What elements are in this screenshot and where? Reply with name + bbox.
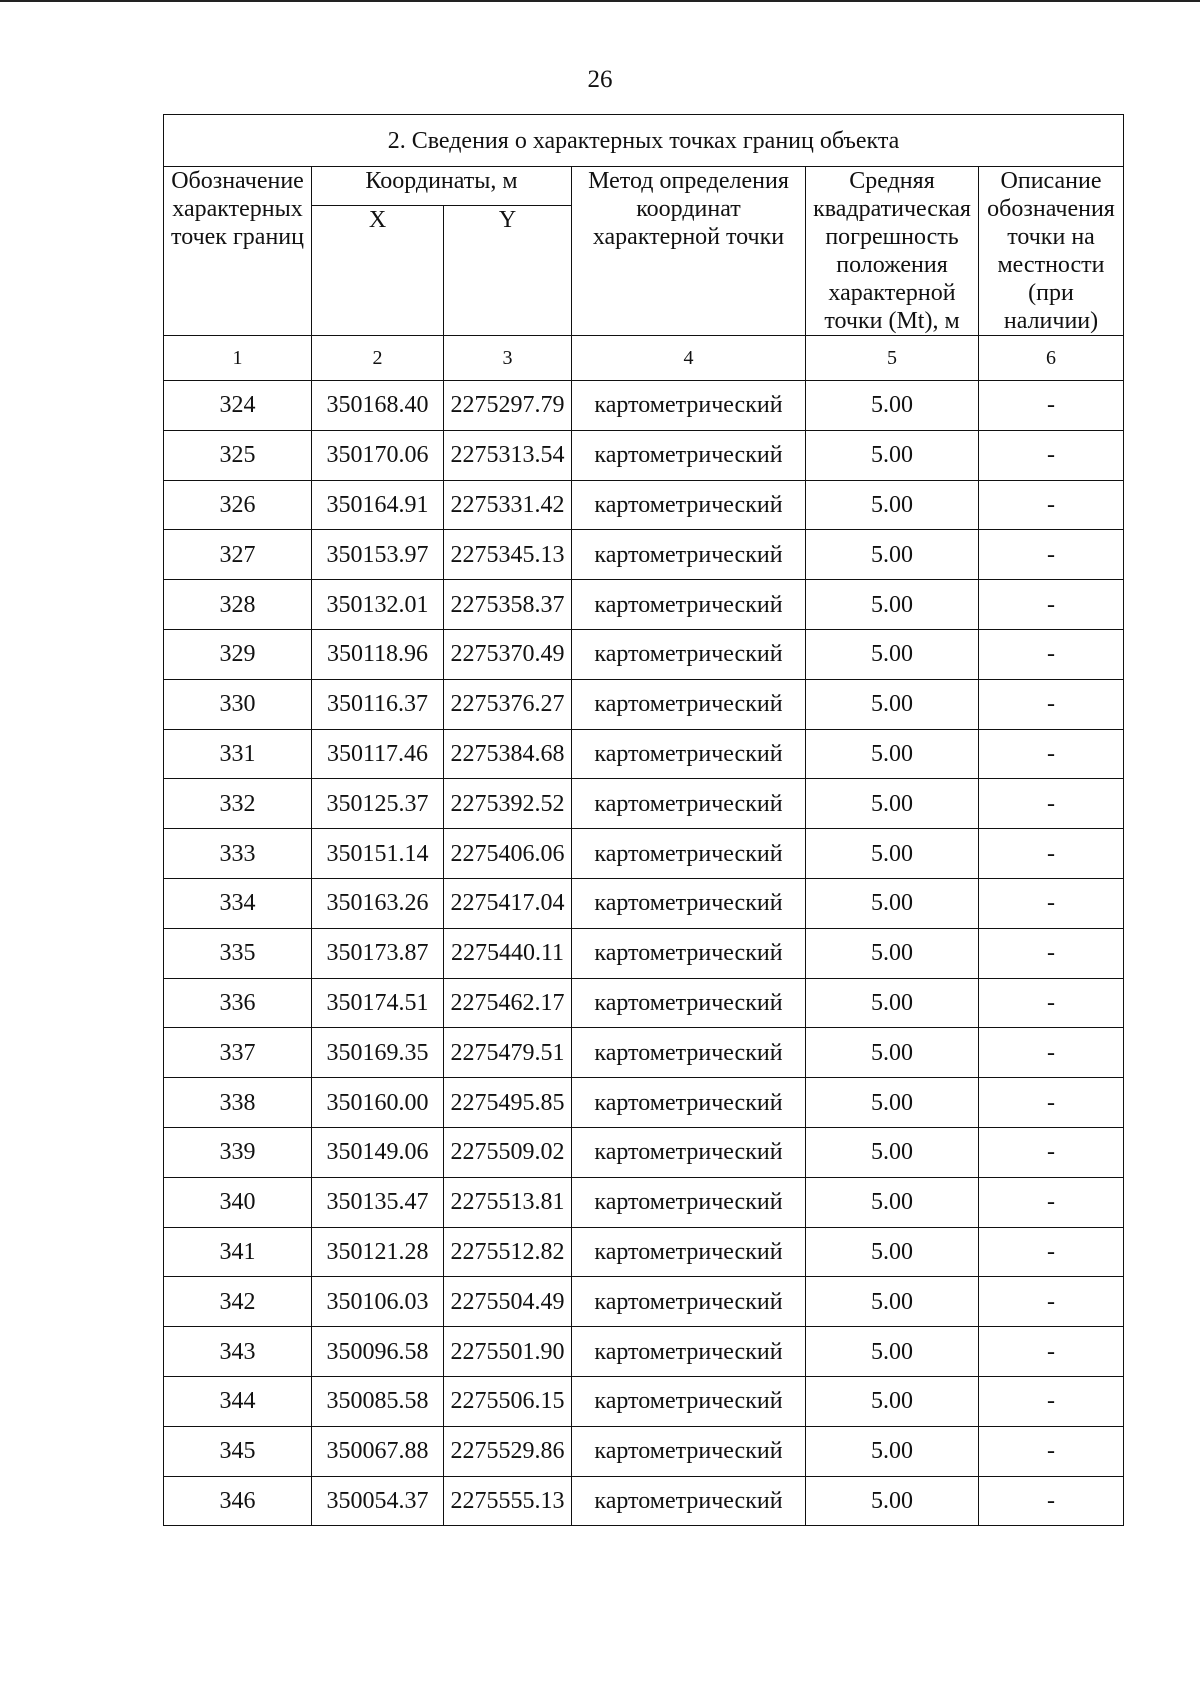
cell-x: 350096.58	[312, 1327, 444, 1377]
cell-error: 5.00	[806, 580, 979, 630]
page-number: 26	[587, 66, 613, 93]
table-row	[164, 679, 1124, 729]
cell-x: 350153.97	[312, 530, 444, 580]
cell-error: 5.00	[806, 978, 979, 1028]
cell-method: картометрический	[572, 1227, 806, 1277]
cell-description: -	[979, 1277, 1124, 1327]
cell-x: 350173.87	[312, 928, 444, 978]
cell-point: 340	[164, 1177, 312, 1227]
cell-description: -	[979, 1327, 1124, 1377]
cell-description: -	[979, 430, 1124, 480]
cell-x: 350125.37	[312, 779, 444, 829]
cell-y: 2275506.15	[444, 1376, 572, 1426]
cell-method: картометрический	[572, 381, 806, 431]
cell-x: 350169.35	[312, 1028, 444, 1078]
cell-method: картометрический	[572, 1277, 806, 1327]
column-numbers-row	[164, 336, 1124, 381]
cell-error: 5.00	[806, 1127, 979, 1177]
cell-y: 2275313.54	[444, 430, 572, 480]
table-row	[164, 1078, 1124, 1128]
cell-error: 5.00	[806, 1277, 979, 1327]
cell-method: картометрический	[572, 829, 806, 879]
cell-x: 350168.40	[312, 381, 444, 431]
cell-description: -	[979, 1177, 1124, 1227]
cell-method: картометрический	[572, 1028, 806, 1078]
cell-y: 2275392.52	[444, 779, 572, 829]
table-row	[164, 1327, 1124, 1377]
cell-x: 350160.00	[312, 1078, 444, 1128]
table-row	[164, 580, 1124, 630]
cell-error: 5.00	[806, 430, 979, 480]
cell-point: 337	[164, 1028, 312, 1078]
section-title: 2. Сведения о характерных точках границ объекта	[164, 115, 1124, 167]
cell-description: -	[979, 1028, 1124, 1078]
cell-y: 2275376.27	[444, 679, 572, 729]
header-x: X	[312, 206, 444, 336]
cell-y: 2275509.02	[444, 1127, 572, 1177]
cell-x: 350132.01	[312, 580, 444, 630]
cell-error: 5.00	[806, 480, 979, 530]
cell-error: 5.00	[806, 729, 979, 779]
cell-description: -	[979, 1426, 1124, 1476]
cell-error: 5.00	[806, 1028, 979, 1078]
cell-error: 5.00	[806, 381, 979, 431]
cell-x: 350118.96	[312, 629, 444, 679]
cell-method: картометрический	[572, 530, 806, 580]
header-description: Описание обозначения точки на местности (при наличии)	[979, 167, 1124, 336]
cell-method: картометрический	[572, 1327, 806, 1377]
cell-x: 350121.28	[312, 1227, 444, 1277]
cell-y: 2275297.79	[444, 381, 572, 431]
cell-error: 5.00	[806, 829, 979, 879]
cell-description: -	[979, 1227, 1124, 1277]
cell-point: 327	[164, 530, 312, 580]
table-row	[164, 928, 1124, 978]
cell-y: 2275501.90	[444, 1327, 572, 1377]
column-number: 3	[444, 336, 572, 381]
cell-method: картометрический	[572, 1078, 806, 1128]
table-row	[164, 978, 1124, 1028]
header-coordinates: Координаты, м	[312, 167, 572, 206]
cell-error: 5.00	[806, 1376, 979, 1426]
cell-point: 333	[164, 829, 312, 879]
cell-y: 2275331.42	[444, 480, 572, 530]
cell-method: картометрический	[572, 629, 806, 679]
cell-point: 345	[164, 1426, 312, 1476]
cell-x: 350174.51	[312, 978, 444, 1028]
cell-description: -	[979, 381, 1124, 431]
cell-y: 2275406.06	[444, 829, 572, 879]
points-table-body	[164, 381, 1124, 1526]
cell-description: -	[979, 829, 1124, 879]
cell-point: 346	[164, 1476, 312, 1526]
table-row	[164, 829, 1124, 879]
cell-point: 324	[164, 381, 312, 431]
cell-y: 2275479.51	[444, 1028, 572, 1078]
cell-method: картометрический	[572, 1426, 806, 1476]
cell-error: 5.00	[806, 629, 979, 679]
cell-point: 338	[164, 1078, 312, 1128]
cell-error: 5.00	[806, 530, 979, 580]
cell-x: 350054.37	[312, 1476, 444, 1526]
cell-description: -	[979, 878, 1124, 928]
cell-description: -	[979, 1127, 1124, 1177]
column-number: 6	[979, 336, 1124, 381]
cell-method: картометрический	[572, 1376, 806, 1426]
cell-error: 5.00	[806, 1426, 979, 1476]
column-number: 5	[806, 336, 979, 381]
cell-x: 350085.58	[312, 1376, 444, 1426]
cell-x: 350151.14	[312, 829, 444, 879]
cell-error: 5.00	[806, 1177, 979, 1227]
top-border-line	[0, 0, 1200, 2]
cell-point: 326	[164, 480, 312, 530]
cell-method: картометрический	[572, 679, 806, 729]
cell-point: 330	[164, 679, 312, 729]
cell-error: 5.00	[806, 679, 979, 729]
cell-point: 341	[164, 1227, 312, 1277]
cell-description: -	[979, 978, 1124, 1028]
cell-x: 350163.26	[312, 878, 444, 928]
column-number: 1	[164, 336, 312, 381]
cell-x: 350164.91	[312, 480, 444, 530]
cell-error: 5.00	[806, 1476, 979, 1526]
table-row	[164, 1127, 1124, 1177]
cell-error: 5.00	[806, 779, 979, 829]
table-row	[164, 381, 1124, 431]
cell-point: 344	[164, 1376, 312, 1426]
table-row	[164, 1177, 1124, 1227]
cell-error: 5.00	[806, 928, 979, 978]
cell-description: -	[979, 679, 1124, 729]
cell-y: 2275504.49	[444, 1277, 572, 1327]
cell-method: картометрический	[572, 729, 806, 779]
cell-method: картометрический	[572, 1476, 806, 1526]
table-row	[164, 629, 1124, 679]
table-row	[164, 729, 1124, 779]
cell-description: -	[979, 729, 1124, 779]
cell-description: -	[979, 580, 1124, 630]
table-row	[164, 1028, 1124, 1078]
cell-point: 325	[164, 430, 312, 480]
table-row	[164, 779, 1124, 829]
cell-y: 2275529.86	[444, 1426, 572, 1476]
cell-y: 2275440.11	[444, 928, 572, 978]
cell-x: 350170.06	[312, 430, 444, 480]
cell-method: картометрический	[572, 480, 806, 530]
cell-description: -	[979, 530, 1124, 580]
table-row	[164, 480, 1124, 530]
cell-x: 350106.03	[312, 1277, 444, 1327]
table-row	[164, 430, 1124, 480]
cell-y: 2275462.17	[444, 978, 572, 1028]
cell-y: 2275555.13	[444, 1476, 572, 1526]
cell-method: картометрический	[572, 430, 806, 480]
cell-error: 5.00	[806, 878, 979, 928]
cell-description: -	[979, 1078, 1124, 1128]
cell-method: картометрический	[572, 878, 806, 928]
table-row	[164, 1426, 1124, 1476]
table-row	[164, 1376, 1124, 1426]
cell-description: -	[979, 480, 1124, 530]
table-row	[164, 1227, 1124, 1277]
cell-method: картометрический	[572, 978, 806, 1028]
header-method: Метод определения координат характерной точки	[572, 167, 806, 336]
cell-point: 336	[164, 978, 312, 1028]
cell-error: 5.00	[806, 1227, 979, 1277]
cell-x: 350067.88	[312, 1426, 444, 1476]
table-row	[164, 530, 1124, 580]
cell-method: картометрический	[572, 1127, 806, 1177]
cell-point: 329	[164, 629, 312, 679]
cell-point: 343	[164, 1327, 312, 1377]
cell-y: 2275512.82	[444, 1227, 572, 1277]
cell-point: 331	[164, 729, 312, 779]
points-table-frame	[163, 114, 1123, 1526]
cell-method: картометрический	[572, 1177, 806, 1227]
table-row	[164, 1277, 1124, 1327]
header-error: Средняя квадратическая погрешность положения характерной точки (Mt), м	[806, 167, 979, 336]
cell-y: 2275384.68	[444, 729, 572, 779]
cell-point: 339	[164, 1127, 312, 1177]
column-number: 4	[572, 336, 806, 381]
cell-method: картометрический	[572, 779, 806, 829]
cell-y: 2275370.49	[444, 629, 572, 679]
cell-method: картометрический	[572, 580, 806, 630]
cell-description: -	[979, 928, 1124, 978]
cell-x: 350149.06	[312, 1127, 444, 1177]
cell-description: -	[979, 629, 1124, 679]
cell-point: 335	[164, 928, 312, 978]
cell-description: -	[979, 1476, 1124, 1526]
table-row	[164, 878, 1124, 928]
cell-description: -	[979, 779, 1124, 829]
cell-y: 2275513.81	[444, 1177, 572, 1227]
cell-x: 350116.37	[312, 679, 444, 729]
cell-y: 2275358.37	[444, 580, 572, 630]
column-number: 2	[312, 336, 444, 381]
cell-x: 350117.46	[312, 729, 444, 779]
cell-y: 2275417.04	[444, 878, 572, 928]
cell-point: 328	[164, 580, 312, 630]
cell-y: 2275495.85	[444, 1078, 572, 1128]
cell-method: картометрический	[572, 928, 806, 978]
header-point-designation: Обозначение характерных точек границ	[164, 167, 312, 336]
cell-point: 342	[164, 1277, 312, 1327]
header-y: Y	[444, 206, 572, 336]
cell-y: 2275345.13	[444, 530, 572, 580]
cell-point: 334	[164, 878, 312, 928]
cell-description: -	[979, 1376, 1124, 1426]
cell-error: 5.00	[806, 1078, 979, 1128]
cell-point: 332	[164, 779, 312, 829]
boundary-points-table	[163, 114, 1124, 1526]
cell-error: 5.00	[806, 1327, 979, 1377]
cell-x: 350135.47	[312, 1177, 444, 1227]
table-row	[164, 1476, 1124, 1526]
